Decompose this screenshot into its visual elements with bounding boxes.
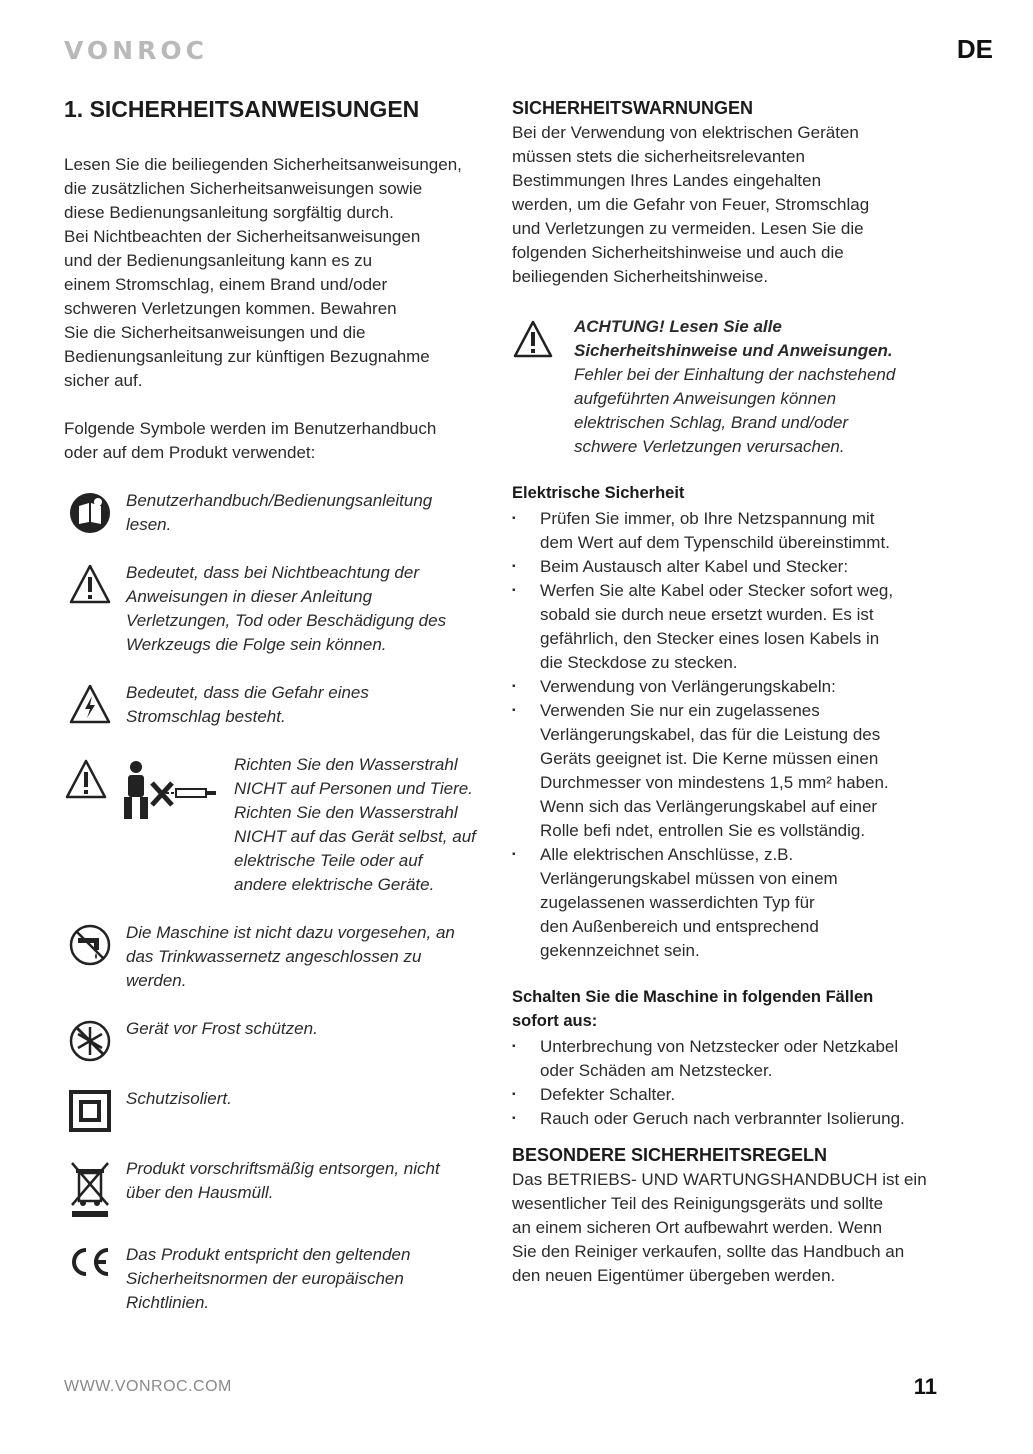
text-line: folgenden Sicherheitshinweise und auch die: [512, 243, 844, 262]
electric-safety-list: [512, 507, 952, 963]
text-line: diese Bedienungsanleitung sorgfältig durch.: [64, 203, 394, 222]
double-insulation-icon: [64, 1087, 116, 1133]
text-line: das Trinkwassernetz angeschlossen zu: [126, 947, 422, 966]
list-item: [512, 507, 952, 555]
text-line: Richten Sie den Wasserstrahl: [234, 803, 458, 822]
text-line: Gerät vor Frost schützen.: [126, 1019, 318, 1038]
text-line: gefährlich, den Stecker eines losen Kabels in: [540, 629, 880, 648]
symbol-row: [64, 1087, 496, 1133]
symbol-description: [116, 681, 369, 729]
attention-text: [562, 315, 895, 459]
read-manual-icon: [64, 489, 116, 535]
text-line: Sie die Sicherheitsanweisungen und die: [64, 323, 366, 342]
list-item: [512, 843, 952, 963]
language-label: DE: [956, 34, 993, 64]
symbol-row: [64, 1243, 496, 1315]
text-line: ▪ Defekter Schalter.: [540, 1085, 676, 1104]
text-line: Sicherheitsnormen der europäischen: [126, 1269, 404, 1288]
text-line: elektrischen Schlag, Brand und/oder: [574, 413, 849, 432]
ce-mark-icon: [64, 1243, 116, 1279]
symbol-list: [64, 489, 496, 1315]
text-line: Verlängerungskabel, das für die Leistung des: [540, 725, 881, 744]
text-line: den Außenbereich und entsprechend: [540, 917, 819, 936]
symbol-description: [116, 561, 446, 657]
text-line: Schutzisoliert.: [126, 1089, 232, 1108]
symbol-row: [64, 1157, 496, 1219]
special-rules-paragraph: [512, 1168, 952, 1288]
text-line: den neuen Eigentümer übergeben werden.: [512, 1266, 836, 1285]
list-item: [512, 699, 952, 843]
text-line: sofort aus:: [512, 1012, 598, 1030]
symbol-row: [64, 561, 496, 657]
symbol-description: [116, 1157, 440, 1205]
text-line: Verlängerungskabel müssen von einem: [540, 869, 838, 888]
text-line: zugelassenen wasserdichten Typ für: [540, 893, 815, 912]
special-rules-title: BESONDERE SICHERHEITSREGELN: [512, 1145, 828, 1165]
text-line: werden.: [126, 971, 187, 990]
text-line: beiliegenden Sicherheitshinweise.: [512, 267, 769, 286]
list-item: [512, 1083, 952, 1107]
switch-off-title: [512, 985, 952, 1033]
text-line: sicher auf.: [64, 371, 143, 390]
text-line: Schalten Sie die Maschine in folgenden Fällen: [512, 988, 874, 1006]
text-line: ▪ Rauch oder Geruch nach verbrannter Isolierung.: [540, 1109, 905, 1128]
text-line: über den Hausmüll.: [126, 1183, 274, 1202]
footer-url[interactable]: WWW.VONROC.COM: [64, 1378, 232, 1395]
text-line: die Steckdose zu stecken.: [540, 653, 738, 672]
text-line: ▪ Unterbrechung von Netzstecker oder Netzkabel: [540, 1037, 899, 1056]
text-line: Werkzeugs die Folge sein können.: [126, 635, 387, 654]
text-line: Bei der Verwendung von elektrischen Geräten: [512, 123, 859, 142]
text-line: Bestimmungen Ihres Landes eingehalten: [512, 171, 822, 190]
list-item: [512, 579, 952, 675]
text-line: oder Schäden am Netzstecker.: [540, 1061, 773, 1080]
text-line: und Verletzungen zu vermeiden. Lesen Sie die: [512, 219, 864, 238]
text-line: Bedeutet, dass die Gefahr eines: [126, 683, 369, 702]
symbol-row: [64, 489, 496, 537]
list-item: [512, 1107, 952, 1131]
page-number: 11: [913, 1374, 937, 1399]
text-line: oder auf dem Produkt verwendet:: [64, 443, 316, 462]
left-column: [64, 96, 496, 1339]
text-line: Rolle befi ndet, entrollen Sie es vollständig.: [540, 821, 866, 840]
text-line: wesentlicher Teil des Reinigungsgeräts und sollte: [512, 1194, 884, 1213]
text-line: Anweisungen in dieser Anleitung: [126, 587, 373, 606]
no-water-jet-icon: [64, 753, 224, 835]
intro-paragraph: [64, 153, 496, 393]
electric-shock-icon: [64, 681, 116, 725]
text-line: Bedienungsanleitung zur künftigen Bezugnahme: [64, 347, 430, 366]
no-drinking-water-icon: [64, 921, 116, 967]
text-line: Stromschlag besteht.: [126, 707, 286, 726]
text-line: Durchmesser von mindestens 1,5 mm² haben.: [540, 773, 889, 792]
text-line: Sie den Reiniger verkaufen, sollte das Handbuch an: [512, 1242, 905, 1261]
weee-bin-icon: [64, 1157, 116, 1219]
text-line: NICHT auf Personen und Tiere.: [234, 779, 473, 798]
text-line: Fehler bei der Einhaltung der nachstehend: [574, 365, 896, 384]
text-line: lesen.: [126, 515, 172, 534]
text-line: Richten Sie den Wasserstrahl: [234, 755, 458, 774]
warnings-title: SICHERHEITSWARNUNGEN: [512, 98, 754, 118]
text-line: andere elektrische Geräte.: [234, 875, 435, 894]
symbols-intro: [64, 417, 496, 465]
text-line: ▪ Werfen Sie alte Kabel oder Stecker sofort weg,: [540, 581, 894, 600]
text-line: Richtlinien.: [126, 1293, 210, 1312]
switch-off-list: [512, 1035, 952, 1131]
brand-logo: VONROC: [64, 36, 208, 65]
warning-icon: [64, 561, 116, 605]
text-line: Geräts geeignet ist. Die Kerne müssen einen: [540, 749, 879, 768]
text-line: ▪ Verwenden Sie nur ein zugelassenes: [540, 701, 820, 720]
text-line: NICHT auf das Gerät selbst, auf: [234, 827, 476, 846]
text-line: werden, um die Gefahr von Feuer, Stromschlag: [512, 195, 870, 214]
text-line: ▪ Prüfen Sie immer, ob Ihre Netzspannung mit: [540, 509, 875, 528]
text-line: Die Maschine ist nicht dazu vorgesehen, an: [126, 923, 455, 942]
list-item: [512, 675, 952, 699]
text-line: Lesen Sie die beiliegenden Sicherheitsanweisungen,: [64, 155, 462, 174]
text-line: Benutzerhandbuch/Bedienungsanleitung: [126, 491, 433, 510]
symbol-description: [116, 489, 432, 537]
symbol-row: [64, 1017, 496, 1063]
symbol-description: [116, 921, 455, 993]
text-line: Das BETRIEBS- UND WARTUNGSHANDBUCH ist ein: [512, 1170, 927, 1189]
text-line: sobald sie durch neue ersetzt wurden. Es ist: [540, 605, 874, 624]
symbol-row: [64, 681, 496, 729]
text-line: ACHTUNG! Lesen Sie alle: [574, 317, 782, 336]
text-line: elektrische Teile oder auf: [234, 851, 423, 870]
text-line: und der Bedienungsanleitung kann es zu: [64, 251, 373, 270]
text-line: Folgende Symbole werden im Benutzerhandbuch: [64, 419, 437, 438]
symbol-row: [64, 753, 496, 897]
text-line: schweren Verletzungen kommen. Bewahren: [64, 299, 397, 318]
text-line: Sicherheitshinweise und Anweisungen.: [574, 341, 893, 360]
warnings-paragraph: [512, 121, 952, 289]
electric-safety-title: Elektrische Sicherheit: [512, 484, 685, 502]
frost-protect-icon: [64, 1017, 116, 1063]
text-line: müssen stets die sicherheitsrelevanten: [512, 147, 805, 166]
symbol-description: [116, 1017, 318, 1041]
text-line: Verletzungen, Tod oder Beschädigung des: [126, 611, 447, 630]
symbol-description: [116, 1087, 232, 1111]
text-line: Bei Nichtbeachten der Sicherheitsanweisungen: [64, 227, 421, 246]
text-line: aufgeführten Anweisungen können: [574, 389, 837, 408]
text-line: einem Stromschlag, einem Brand und/oder: [64, 275, 388, 294]
text-line: Produkt vorschriftsmäßig entsorgen, nicht: [126, 1159, 440, 1178]
text-line: gekennzeichnet sein.: [540, 941, 700, 960]
symbol-row: [64, 921, 496, 993]
symbol-description: [224, 753, 476, 897]
text-line: Wenn sich das Verlängerungskabel auf einer: [540, 797, 878, 816]
text-line: schwere Verletzungen verursachen.: [574, 437, 845, 456]
text-line: dem Wert auf dem Typenschild übereinstimmt.: [540, 533, 890, 552]
text-line: ▪ Verwendung von Verlängerungskabeln:: [540, 677, 836, 696]
text-line: Das Produkt entspricht den geltenden: [126, 1245, 411, 1264]
attention-block: [512, 315, 952, 459]
section-title: 1. SICHERHEITSANWEISUNGEN: [64, 96, 420, 122]
warning-icon: [512, 315, 562, 359]
text-line: die zusätzlichen Sicherheitsanweisungen sowie: [64, 179, 423, 198]
text-line: ▪ Alle elektrischen Anschlüsse, z.B.: [540, 845, 794, 864]
text-line: ▪ Beim Austausch alter Kabel und Stecker:: [540, 557, 849, 576]
text-line: Bedeutet, dass bei Nichtbeachtung der: [126, 563, 419, 582]
list-item: [512, 555, 952, 579]
list-item: [512, 1035, 952, 1083]
text-line: an einem sicheren Ort aufbewahrt werden. Wenn: [512, 1218, 883, 1237]
symbol-description: [116, 1243, 410, 1315]
right-column: [512, 98, 952, 1288]
